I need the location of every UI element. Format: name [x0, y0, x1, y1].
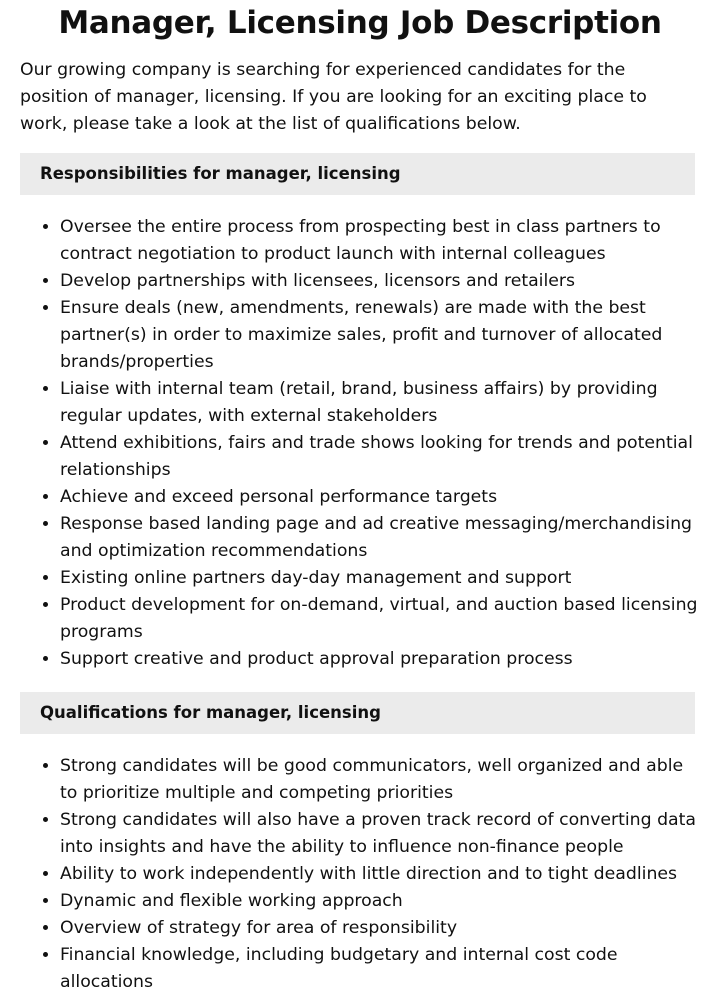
list-item: • Liaise with internal team (retail, brand, business affairs) by providing regular updates, with external stakeholders	[60, 376, 700, 430]
list-item: • Support creative and product approval preparation process	[60, 646, 700, 673]
list-item: • Product development for on-demand, virtual, and auction based licensing programs	[60, 592, 700, 646]
responsibilities-list	[20, 214, 700, 673]
list-item: • Strong candidates will be good communicators, well organized and able to prioritize multiple and competing priorities	[60, 753, 700, 807]
page-title: Manager, Licensing Job Description	[58, 5, 662, 41]
list-item: • Oversee the entire process from prospecting best in class partners to contract negotiation to product launch with internal colleagues	[60, 214, 700, 268]
list-item: • Develop partnerships with licensees, licensors and retailers	[60, 268, 700, 295]
list-item: • Financial knowledge, including budgetary and internal cost code allocations	[60, 942, 700, 996]
qualifications-heading: Qualifications for manager, licensing	[20, 692, 695, 734]
list-item: • Response based landing page and ad creative messaging/merchandising and optimization recommendations	[60, 511, 700, 565]
list-item: • Existing online partners day-day management and support	[60, 565, 700, 592]
list-item: • Overview of strategy for area of responsibility	[60, 915, 700, 942]
intro-paragraph: Our growing company is searching for experienced candidates for the position of manager, licensing. If you are looking for an exciting place to work, please take a look at the list of qualifications below.	[20, 60, 647, 134]
responsibilities-heading: Responsibilities for manager, licensing	[20, 153, 695, 195]
list-item: • Attend exhibitions, fairs and trade shows looking for trends and potential relationships	[60, 430, 700, 484]
list-item: • Strong candidates will also have a proven track record of converting data into insights and have the ability to influence non-finance people	[60, 807, 700, 861]
list-item: • Dynamic and flexible working approach	[60, 888, 700, 915]
list-item: • Achieve and exceed personal performance targets	[60, 484, 700, 511]
list-item: • Ability to work independently with little direction and to tight deadlines	[60, 861, 700, 888]
list-item: • Ensure deals (new, amendments, renewals) are made with the best partner(s) in order to maximize sales, profit and turnover of allocated brands/properties	[60, 295, 700, 376]
qualifications-list	[20, 753, 700, 996]
